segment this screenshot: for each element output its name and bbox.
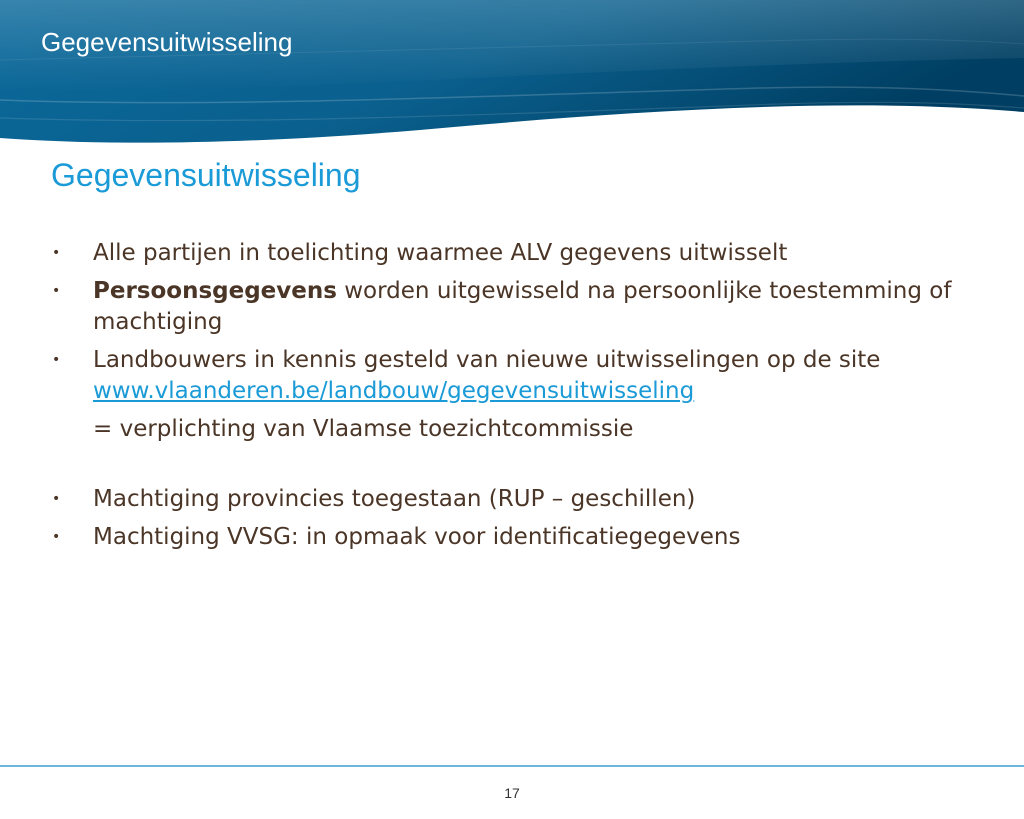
bullet-item-farmers-informed xyxy=(52,345,1002,407)
bullet-item-parties xyxy=(52,238,1002,269)
bullet-list xyxy=(52,238,1002,553)
bullet-dot: • xyxy=(52,529,61,545)
bullet-text: Alle partijen in toelichting waarmee ALV gegevens uitwisselt xyxy=(93,240,788,266)
bullet-dot: • xyxy=(52,491,61,507)
bullet-dot: • xyxy=(52,352,61,368)
bullet-text: Machtiging provincies toegestaan (RUP – geschillen) xyxy=(93,486,696,512)
header-banner xyxy=(0,0,1024,150)
page-number: 17 xyxy=(504,785,520,801)
bullet-item-provinces xyxy=(52,484,1002,515)
bullet-dot: • xyxy=(52,245,61,261)
obligation-note: = verplichting van Vlaamse toezichtcommissie xyxy=(93,416,634,442)
bullet-item-vvsg xyxy=(52,522,1002,553)
footer-divider xyxy=(0,765,1024,767)
bullet-item-personal-data xyxy=(52,276,1002,338)
bullet-bold-term: Persoonsgegevens xyxy=(93,278,337,304)
slide-title: Gegevensuitwisseling xyxy=(51,157,361,193)
header-title: Gegevensuitwisseling xyxy=(41,27,293,57)
bullet-text: Machtiging VVSG: in opmaak voor identificatiegegevens xyxy=(93,524,741,550)
website-link[interactable]: www.vlaanderen.be/landbouw/gegevensuitwisseling xyxy=(93,378,695,404)
bullet-text: worden uitgewisseld na persoonlijke toestemming of machtiging xyxy=(93,278,952,335)
bullet-text: Landbouwers in kennis gesteld van nieuwe uitwisselingen op de site xyxy=(93,347,881,373)
bullet-dot: • xyxy=(52,283,61,299)
